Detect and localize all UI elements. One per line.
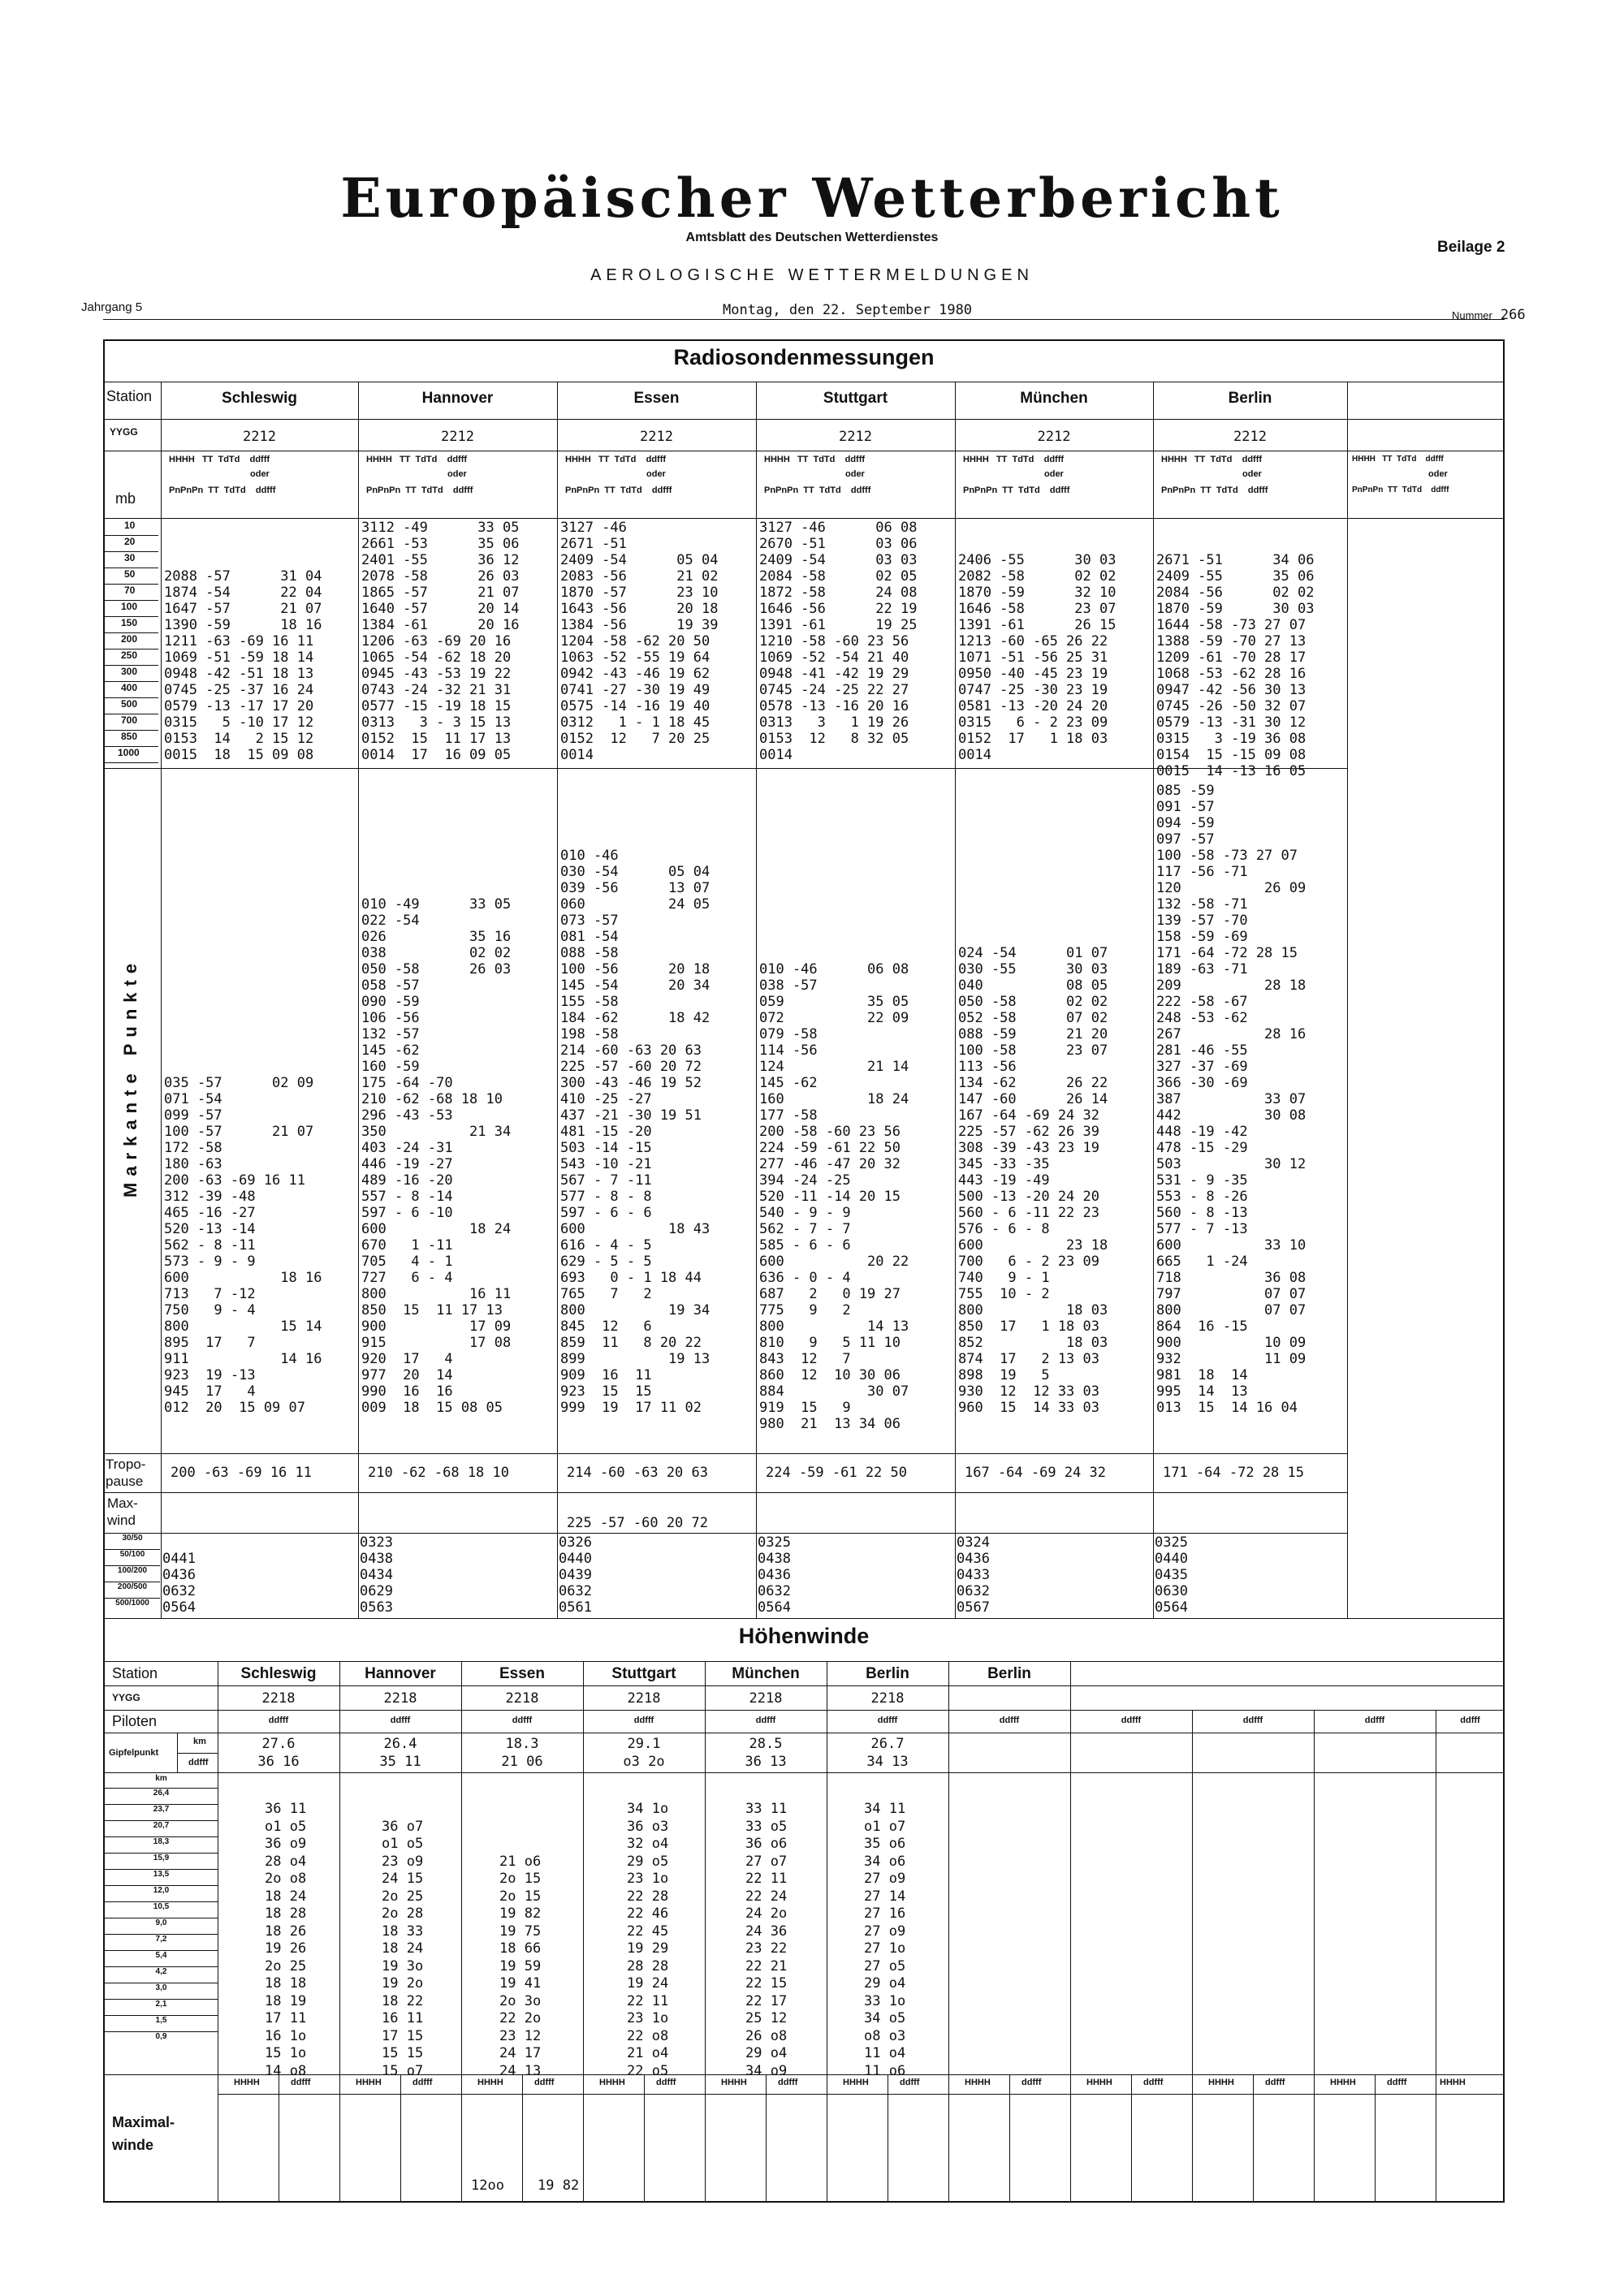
level-label: 150 — [105, 617, 158, 633]
essen-max-hhhh: 12oo — [471, 2177, 504, 2194]
level-label: 30 — [105, 552, 158, 568]
thickness-label: 50/100 — [105, 1550, 160, 1566]
hw-station-label: Station — [112, 1665, 158, 1681]
hw-yygg: 2218 — [870, 1690, 905, 1707]
rule — [218, 2094, 1505, 2095]
ddfff-header: ddfff — [1364, 1716, 1385, 1725]
rule — [1153, 382, 1154, 1618]
col-header-oder: oder — [1242, 469, 1262, 479]
yygg-value: 2212 — [839, 429, 872, 445]
maximalwinde-label: Maximal-winde — [112, 2114, 175, 2153]
winds-hannover: 36 o7 o1 o5 23 o9 24 15 2o 25 2o 28 18 33 18 24 19 3o 19 2o 18 22 16 11 17 15 15 15 15 o7 — [382, 1818, 424, 2079]
rule — [103, 1533, 1347, 1534]
section-heading: AEROLOGISCHE WETTERMELDUNGEN — [590, 266, 1034, 284]
height-label: 23,7 — [105, 1805, 218, 1821]
col-header: HHHH TT TdTd ddfff — [1352, 455, 1444, 464]
gipfel-ddfff: 34 13 — [866, 1754, 909, 1770]
tropopause-label: Tropo-pause — [106, 1457, 146, 1489]
height-label: 2,1 — [105, 2000, 218, 2016]
standard-schleswig: 2088 -57 31 04 1874 -54 22 04 1647 -57 21 07 1390 -59 18 16 1211 -63 -69 16 11 1069 -51 -59 18 14 0948 -42 -51 18 13 0745 -25 -37 16 24 0579 -13 -17 17 20 0315 5 -10 17 12 0153 14 2 15 12 0015 18 15 09 08 — [164, 568, 322, 763]
rule — [522, 2074, 523, 2203]
level-label: 70 — [105, 585, 158, 601]
thickness-labels — [105, 1534, 160, 1615]
piloten-label: Piloten — [112, 1713, 158, 1729]
hw-yygg-label: YYGG — [112, 1692, 140, 1703]
col-header: HHHH TT TdTd ddfff — [764, 455, 866, 464]
rule — [177, 1753, 218, 1754]
thickness-schleswig: 0441 0436 0632 0564 — [162, 1551, 196, 1616]
level-label: 250 — [105, 650, 158, 666]
gipfel-km: 27.6 — [261, 1736, 296, 1752]
level-label: 1000 — [105, 747, 158, 763]
hw-station: Stuttgart — [611, 1665, 676, 1682]
rule — [103, 1492, 1347, 1493]
col-header: HHHH TT TdTd ddfff — [565, 455, 667, 464]
gipfel-ddfff-label: ddfff — [188, 1758, 209, 1767]
ddfff-header: ddfff — [1143, 2078, 1164, 2087]
hw-station: Berlin — [866, 1665, 909, 1682]
tropopause-value: 224 -59 -61 22 50 — [766, 1465, 907, 1481]
level-label: 500 — [105, 698, 158, 714]
yygg-label: YYGG — [110, 426, 138, 438]
thickness-hannover: 0323 0438 0434 0629 0563 — [360, 1534, 393, 1616]
height-label: 9,0 — [105, 1918, 218, 1935]
height-label: 13,5 — [105, 1870, 218, 1886]
gipfel-km: 26.4 — [383, 1736, 417, 1752]
level-label: 400 — [105, 682, 158, 698]
tropopause-value: 167 -64 -69 24 32 — [965, 1465, 1106, 1481]
rule — [1347, 382, 1348, 1618]
winds-stuttgart: 34 1o 36 o3 32 o4 29 o5 23 1o 22 28 22 46 22 45 19 29 28 28 19 24 22 11 23 1o 22 o8 21 o4 22 o5 — [627, 1801, 669, 2079]
ddfff-header: ddfff — [778, 2078, 798, 2087]
height-label: 4,2 — [105, 1967, 218, 1983]
station-berlin: Berlin — [1228, 390, 1272, 407]
essen-max-ddfff: 19 82 — [538, 2177, 580, 2194]
rule — [1131, 2074, 1132, 2203]
rule — [103, 419, 1505, 420]
gipfel-ddfff: 36 13 — [745, 1754, 787, 1770]
ddfff-header: ddfff — [268, 1716, 289, 1725]
station-label: Station — [106, 388, 153, 404]
level-label: 100 — [105, 601, 158, 617]
jahrgang — [81, 300, 142, 314]
ddfff-header: ddfff — [1242, 1716, 1263, 1725]
rule — [103, 2074, 1505, 2075]
yygg-value: 2212 — [441, 429, 474, 445]
standard-muenchen: 2406 -55 30 03 2082 -58 02 02 1870 -59 32 10 1646 -58 23 07 1391 -61 26 15 1213 -60 -65 26 22 1071 -51 -56 25 31 0950 -40 -45 23 19 0747 -25 -30 23 19 0581 -13 -20 24 20 0315 6 - 2 23 09 0152 17 1 18 03 0014 — [958, 552, 1116, 763]
ddfff-header: ddfff — [877, 1716, 898, 1725]
col-header: HHHH TT TdTd ddfff — [169, 455, 270, 464]
station-stuttgart: Stuttgart — [823, 390, 888, 407]
markante-essen: 010 -46 030 -54 05 04 039 -56 13 07 060 24 05 073 -57 081 -54 088 -58 100 -56 20 18 145 -54 20 34 155 -58 184 -62 18 42 198 -58 214 -60 -63 20 63 225 -57 -60 20 72 300 -43 -46 19 52 410 -25 -27 437 -21 -30 19 51 481 -15 -20 503 -14 -15 543 -10 -21 567 - 7 -11 577 - 8 - 8 597 - 6 - 6 600 18 43 616 - 4 - 5 629 - 5 - 5 693 0 - 1 18 44 765 7 2 800 19 34 845 12 6 859 11 8 20 22 899 19 13 909 16 11 923 15 15 999 19 17 11 02 — [560, 848, 710, 1416]
tropopause-value: 171 -64 -72 28 15 — [1163, 1465, 1304, 1481]
standard-berlin: 2671 -51 34 06 2409 -55 35 06 2084 -56 02 02 1870 -59 30 03 1644 -58 -73 27 07 1388 -59 -70 27 13 1209 -61 -70 28 17 1068 -53 -62 28 16 0947 -42 -56 30 13 0745 -26 -50 32 07 0579 -13 -31 30 12 0315 3 -19 36 08 0154 15 -15 09 08 0015 14 -13 16 05 — [1156, 552, 1315, 779]
col-header: PnPnPn TT TdTd ddfff — [764, 486, 871, 495]
height-label: 26,4 — [105, 1789, 218, 1805]
station-hannover: Hannover — [421, 390, 494, 407]
yygg-value: 2212 — [1233, 429, 1267, 445]
gipfelpunkt-label: Gipfelpunkt — [109, 1748, 159, 1758]
tropopause-value: 200 -63 -69 16 11 — [171, 1465, 312, 1481]
hw-station: München — [732, 1665, 800, 1682]
col-header-oder: oder — [845, 469, 865, 479]
gipfel-km: 18.3 — [505, 1736, 539, 1752]
yygg-value: 2212 — [243, 429, 276, 445]
hhhh-header: HHHH — [843, 2078, 869, 2087]
km-header: km — [105, 1774, 218, 1789]
col-header: PnPnPn TT TdTd ddfff — [169, 486, 276, 495]
col-header-oder: oder — [646, 469, 666, 479]
hhhh-header: HHHH — [965, 2078, 991, 2087]
level-label: 850 — [105, 731, 158, 747]
col-header: PnPnPn TT TdTd ddfff — [366, 486, 473, 495]
station-muenchen: München — [1020, 390, 1088, 407]
standard-stuttgart: 3127 -46 06 08 2670 -51 03 06 2409 -54 03 03 2084 -58 02 05 1872 -58 24 08 1646 -56 22 19 1391 -61 19 25 1210 -58 -60 23 56 1069 -52 -54 21 40 0948 -41 -42 19 29 0745 -24 -25 22 27 0578 -13 -16 20 16 0313 3 1 19 26 0153 12 8 32 05 0014 — [759, 520, 918, 763]
rule — [1375, 2074, 1376, 2203]
rule — [1192, 1710, 1193, 2203]
radiosonde-title: Radiosondenmessungen — [673, 345, 935, 369]
rule — [1070, 1661, 1071, 2203]
markante-muenchen: 024 -54 01 07 030 -55 30 03 040 08 05 050 -58 02 02 052 -58 07 02 088 -59 21 20 100 -58 23 07 113 -56 134 -62 26 22 147 -60 26 14 167 -64 -69 24 32 225 -57 -62 26 39 308 -39 -43 23 19 345 -33 -35 443 -19 -49 500 -13 -20 24 20 560 - 6 -11 22 23 576 - 6 - 8 600 23 18 700 6 - 2 23 09 740 9 - 1 755 10 - 2 800 18 03 850 17 1 18 03 852 18 03 874 17 2 13 03 898 19 5 930 12 12 33 03 960 15 14 33 03 — [958, 945, 1108, 1416]
ddfff-header: ddfff — [999, 1716, 1020, 1725]
height-label: 3,0 — [105, 1983, 218, 2000]
hw-yygg: 2218 — [749, 1690, 783, 1707]
winds-essen: 21 o6 2o 15 2o 15 19 82 19 75 18 66 19 59 19 41 2o 3o 22 2o 23 12 24 17 24 13 — [499, 1853, 542, 2079]
height-label: 10,5 — [105, 1902, 218, 1918]
yygg-value: 2212 — [640, 429, 673, 445]
gipfel-ddfff: 35 11 — [379, 1754, 421, 1770]
standard-essen: 3127 -46 2671 -51 2409 -54 05 04 2083 -56 21 02 1870 -57 23 10 1643 -56 20 18 1384 -56 19 39 1204 -58 -62 20 50 1063 -52 -55 19 64 0942 -43 -46 19 62 0741 -27 -30 19 49 0575 -14 -16 19 40 0312 1 - 1 18 45 0152 12 7 20 25 0014 — [560, 520, 719, 763]
height-label: 5,4 — [105, 1951, 218, 1967]
ddfff-header: ddfff — [755, 1716, 776, 1725]
thickness-berlin: 0325 0440 0435 0630 0564 — [1155, 1534, 1188, 1616]
rule — [756, 382, 757, 1618]
markante-schleswig: 035 -57 02 09 071 -54 099 -57 100 -57 21 07 172 -58 180 -63 200 -63 -69 16 11 312 -39 -48 465 -16 -27 520 -13 -14 562 - 8 -11 573 - 9 - 9 600 18 16 713 7 -12 750 9 - 4 800 15 14 895 17 7 911 14 16 923 19 -13 945 17 4 012 20 15 09 07 — [164, 1075, 322, 1416]
rule — [103, 518, 1505, 519]
thickness-label: 500/1000 — [115, 1599, 149, 1608]
hw-station: Berlin — [987, 1665, 1031, 1682]
height-label: 18,3 — [105, 1837, 218, 1854]
col-header-oder: oder — [250, 469, 270, 479]
hw-station: Essen — [499, 1665, 545, 1682]
col-header-oder: oder — [1428, 469, 1448, 479]
standard-hannover: 3112 -49 33 05 2661 -53 35 06 2401 -55 36 12 2078 -58 26 03 1865 -57 21 07 1640 -57 20 14 1384 -61 20 16 1206 -63 -69 20 16 1065 -54 -62 18 20 0945 -43 -53 19 22 0743 -24 -32 21 31 0577 -15 -19 18 15 0313 3 - 3 15 13 0152 15 11 17 13 0014 17 16 09 05 — [361, 520, 520, 763]
rule — [103, 1772, 1505, 1773]
report-date: Montag, den 22. September 1980 — [723, 302, 973, 318]
hw-station: Schleswig — [240, 1665, 317, 1682]
ddfff-header: ddfff — [534, 2078, 555, 2087]
hw-yygg: 2218 — [383, 1690, 417, 1707]
col-header-oder: oder — [447, 469, 467, 479]
thickness-essen: 0326 0440 0439 0632 0561 — [559, 1534, 592, 1616]
level-label: 200 — [105, 633, 158, 650]
station-essen: Essen — [633, 390, 680, 407]
subtitle: Amtsblatt des Deutschen Wetterdienstes — [685, 231, 939, 244]
hhhh-header: HHHH — [234, 2078, 260, 2087]
tropopause-value: 214 -60 -63 20 63 — [567, 1465, 708, 1481]
rule — [1009, 2074, 1010, 2203]
rule — [103, 1661, 1505, 1662]
page-title: Europäischer Wetterbericht — [340, 166, 1284, 230]
col-header: PnPnPn TT TdTd ddfff — [1352, 486, 1449, 494]
rule — [557, 382, 558, 1618]
hhhh-header: HHHH — [356, 2078, 382, 2087]
jahrgang-value: 5 — [135, 300, 143, 314]
hhhh-header: HHHH — [1208, 2078, 1234, 2087]
level-label: 20 — [105, 536, 158, 552]
gipfel-km: 28.5 — [749, 1736, 783, 1752]
height-label: 12,0 — [105, 1886, 218, 1902]
hw-yygg: 2218 — [261, 1690, 296, 1707]
yygg-value: 2212 — [1037, 429, 1071, 445]
col-header: PnPnPn TT TdTd ddfff — [963, 486, 1070, 495]
markante-punkte-label: Markante Punkte — [120, 956, 140, 1198]
gipfel-km: 29.1 — [627, 1736, 661, 1752]
hoehenwinde-title: Höhenwinde — [738, 1624, 870, 1648]
nummer — [1452, 307, 1526, 323]
col-header: HHHH TT TdTd ddfff — [366, 455, 468, 464]
height-label: 7,2 — [105, 1935, 218, 1951]
station-schleswig: Schleswig — [222, 390, 297, 407]
height-label: 0,9 — [155, 2032, 167, 2041]
winds-berlin: 34 11 o1 o7 35 o6 34 o6 27 o9 27 14 27 16 27 o9 27 1o 27 o5 29 o4 33 1o 34 o5 o8 o3 11 o4 11 o6 — [864, 1801, 906, 2079]
ddfff-header: ddfff — [291, 2078, 311, 2087]
maxwind-label: Max-wind — [107, 1495, 138, 1528]
winds-muenchen: 33 11 33 o5 36 o6 27 o7 22 11 22 24 24 2o 24 36 23 22 22 21 22 15 22 17 25 12 26 o8 29 o4 34 o9 — [745, 1801, 788, 2079]
hw-yygg: 2218 — [627, 1690, 661, 1707]
thickness-label: 200/500 — [105, 1582, 160, 1599]
ddfff-header: ddfff — [390, 1716, 411, 1725]
ddfff-header: ddfff — [1121, 1716, 1142, 1725]
col-header: HHHH TT TdTd ddfff — [1161, 455, 1263, 464]
nummer-value: 266 — [1500, 307, 1526, 323]
hhhh-header: HHHH — [599, 2078, 625, 2087]
beilage-label: Beilage 2 — [1437, 239, 1505, 256]
rule — [955, 382, 956, 1618]
rule — [103, 1685, 1505, 1686]
hhhh-header: HHHH — [477, 2078, 503, 2087]
ddfff-header: ddfff — [1387, 2078, 1407, 2087]
col-header: PnPnPn TT TdTd ddfff — [565, 486, 672, 495]
nummer-label: Nummer — [1452, 309, 1492, 322]
ddfff-header: ddfff — [512, 1716, 533, 1725]
rule — [644, 2074, 645, 2203]
col-header: HHHH TT TdTd ddfff — [963, 455, 1065, 464]
hw-station: Hannover — [365, 1665, 436, 1682]
rule — [358, 382, 359, 1618]
thickness-label: 30/50 — [105, 1534, 160, 1550]
rule — [1253, 2074, 1254, 2203]
rule — [948, 1661, 949, 2203]
gipfel-ddfff: o3 2o — [623, 1754, 665, 1770]
ddfff-header: ddfff — [412, 2078, 433, 2087]
level-label: 10 — [105, 520, 158, 536]
maxwind-value: 225 -57 -60 20 72 — [567, 1515, 708, 1531]
thickness-muenchen: 0324 0436 0433 0632 0567 — [957, 1534, 990, 1616]
level-label: 300 — [105, 666, 158, 682]
mb-label: mb — [115, 490, 136, 507]
ddfff-header: ddfff — [1265, 2078, 1285, 2087]
height-label: 1,5 — [105, 2016, 218, 2032]
height-label: 15,9 — [105, 1854, 218, 1870]
hhhh-header: HHHH — [721, 2078, 747, 2087]
level-label: 700 — [105, 714, 158, 731]
height-label: 20,7 — [105, 1821, 218, 1837]
ddfff-header: ddfff — [656, 2078, 676, 2087]
hhhh-header: HHHH — [1440, 2078, 1466, 2087]
winds-schleswig: 36 11 o1 o5 36 o9 28 o4 2o o8 18 24 18 28 18 26 19 26 2o 25 18 18 18 19 17 11 16 1o 15 1o 14 o8 — [265, 1801, 307, 2079]
rule — [103, 1618, 1505, 1619]
rule — [103, 1453, 1347, 1454]
level-label: 50 — [105, 568, 158, 585]
hhhh-header: HHHH — [1086, 2078, 1112, 2087]
rule — [400, 2074, 401, 2203]
tropopause-value: 210 -62 -68 18 10 — [368, 1465, 509, 1481]
level-list — [105, 520, 158, 763]
rule — [161, 382, 162, 1618]
rule — [766, 2074, 767, 2203]
ddfff-header: ddfff — [1460, 1716, 1480, 1725]
gipfel-km: 26.7 — [870, 1736, 905, 1752]
col-header: PnPnPn TT TdTd ddfff — [1161, 486, 1268, 495]
thickness-label: 100/200 — [105, 1566, 160, 1582]
gipfel-ddfff: 21 06 — [501, 1754, 543, 1770]
hhhh-header: HHHH — [1330, 2078, 1356, 2087]
thickness-stuttgart: 0325 0438 0436 0632 0564 — [758, 1534, 791, 1616]
markante-hannover: 010 -49 33 05 022 -54 026 35 16 038 02 02 050 -58 26 03 058 -57 090 -59 106 -56 132 -57 145 -62 160 -59 175 -64 -70 210 -62 -68 18 10 296 -43 -53 350 21 34 403 -24 -31 446 -19 -27 489 -16 -20 557 - 8 -14 597 - 6 -10 600 18 24 670 1 -11 705 4 - 1 727 6 - 4 800 16 11 850 15 11 17 13 900 17 09 915 17 08 920 17 4 977 20 14 990 16 16 009 18 15 08 05 — [361, 896, 512, 1416]
ddfff-header: ddfff — [633, 1716, 654, 1725]
jahrgang-label: Jahrgang — [81, 300, 132, 314]
rule — [103, 1710, 1505, 1711]
height-list — [105, 1774, 218, 2048]
ddfff-header: ddfff — [900, 2078, 920, 2087]
ddfff-header: ddfff — [1021, 2078, 1042, 2087]
rule — [1314, 1710, 1315, 2203]
markante-berlin: 085 -59 091 -57 094 -59 097 -57 100 -58 -73 27 07 117 -56 -71 120 26 09 132 -58 -71 139 -57 -70 158 -59 -69 171 -64 -72 28 15 189 -63 -71 209 28 18 222 -58 -67 248 -53 -62 267 28 16 281 -46 -55 327 -37 -69 366 -30 -69 387 33 07 442 30 08 448 -19 -42 478 -15 -29 503 30 12 531 - 9 -35 553 - 8 -26 560 - 8 -13 577 - 7 -13 600 33 10 665 1 -24 718 36 08 797 07 07 800 07 07 864 16 -15 900 10 09 932 11 09 981 18 14 995 14 13 013 15 14 16 04 — [1156, 783, 1307, 1416]
col-header-oder: oder — [1044, 469, 1064, 479]
hw-yygg: 2218 — [505, 1690, 539, 1707]
gipfel-km-label: km — [193, 1737, 206, 1746]
header-rule — [103, 319, 1505, 320]
markante-stuttgart: 010 -46 06 08 038 -57 059 35 05 072 22 09 079 -58 114 -56 124 21 14 145 -62 160 18 24 177 -58 200 -58 -60 23 56 224 -59 -61 22 50 277 -46 -47 20 32 394 -24 -25 520 -11 -14 20 15 540 - 9 - 9 562 - 7 - 7 585 - 6 - 6 600 20 22 636 - 0 - 4 687 2 0 19 27 775 9 2 800 14 13 810 9 5 11 10 843 12 7 860 12 10 30 06 884 30 07 919 15 9 980 21 13 34 06 — [759, 961, 909, 1432]
rule — [177, 1733, 178, 1772]
gipfel-ddfff: 36 16 — [257, 1754, 300, 1770]
